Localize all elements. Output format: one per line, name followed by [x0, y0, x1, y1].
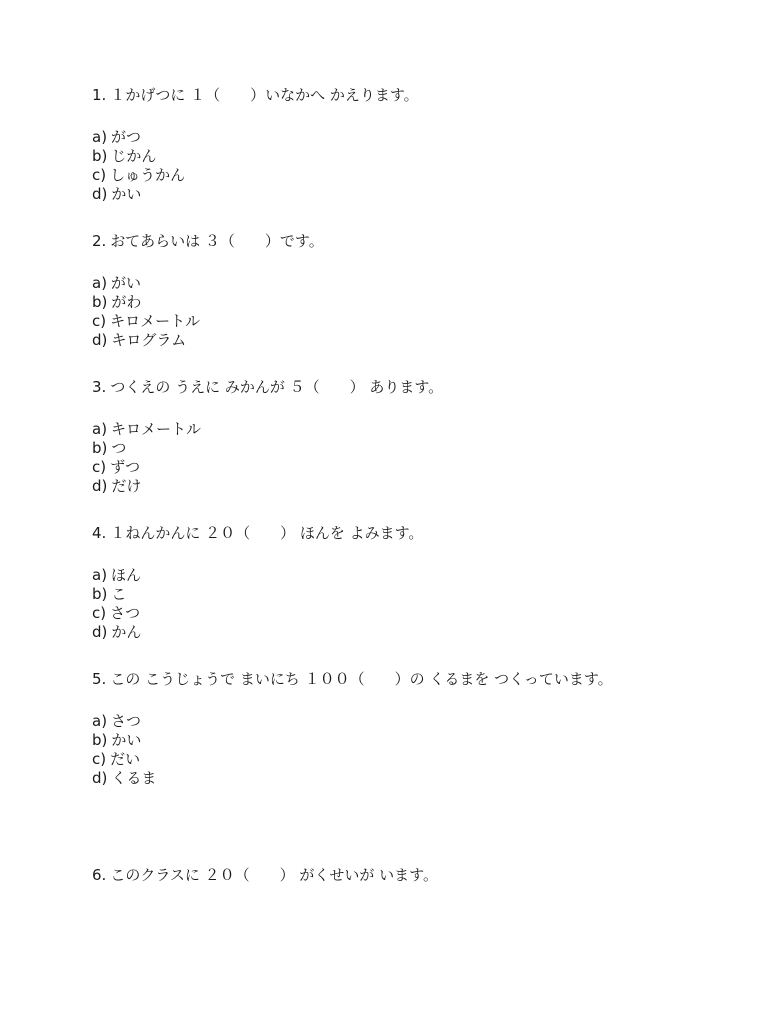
option-label: d)	[92, 623, 108, 641]
option-text: がつ	[111, 128, 142, 146]
option-c	[92, 604, 672, 623]
option-label: c)	[92, 458, 107, 476]
question-text	[92, 866, 672, 885]
option-d	[92, 769, 672, 788]
option-c	[92, 750, 672, 769]
option-label: a)	[92, 128, 108, 146]
option-label: c)	[92, 166, 107, 184]
option-list	[92, 128, 672, 204]
option-text: キロメートル	[110, 312, 201, 330]
option-label: c)	[92, 750, 107, 768]
option-text: かい	[111, 185, 142, 203]
option-a	[92, 274, 672, 293]
question-text	[92, 378, 672, 397]
option-label: d)	[92, 185, 108, 203]
option-label: b)	[92, 439, 108, 457]
option-a	[92, 712, 672, 731]
question-number: 1.	[92, 86, 107, 104]
question-6	[92, 866, 672, 885]
option-d	[92, 623, 672, 642]
option-d	[92, 331, 672, 350]
option-label: a)	[92, 566, 108, 584]
option-text: つ	[111, 439, 127, 457]
option-label: d)	[92, 477, 108, 495]
option-text: がい	[111, 274, 142, 292]
option-text: さつ	[111, 712, 142, 730]
option-b	[92, 293, 672, 312]
question-text	[92, 524, 672, 543]
option-text: がわ	[111, 293, 142, 311]
question-number: 4.	[92, 524, 107, 542]
question-text	[92, 86, 672, 105]
option-label: d)	[92, 769, 108, 787]
option-b	[92, 731, 672, 750]
question-sentence: つくえの うえに みかんが ５（ ） あります。	[110, 378, 444, 396]
option-label: a)	[92, 420, 108, 438]
question-number: 5.	[92, 670, 107, 688]
option-a	[92, 566, 672, 585]
option-b	[92, 439, 672, 458]
option-b	[92, 147, 672, 166]
question-sentence: おてあらいは ３（ ）です。	[110, 232, 324, 250]
option-d	[92, 477, 672, 496]
option-label: b)	[92, 293, 108, 311]
option-c	[92, 312, 672, 331]
option-label: d)	[92, 331, 108, 349]
option-text: じかん	[111, 147, 157, 165]
option-d	[92, 185, 672, 204]
question-sentence: この こうじょうで まいにち １００（ ）の くるまを つくっています。	[110, 670, 613, 688]
question-number: 2.	[92, 232, 107, 250]
question-text	[92, 232, 672, 251]
option-a	[92, 128, 672, 147]
option-label: a)	[92, 274, 108, 292]
question-2	[92, 232, 672, 350]
question-sentence: このクラスに ２０（ ） がくせいが います。	[110, 866, 438, 884]
option-list	[92, 566, 672, 642]
question-sentence: １かげつに １（ ）いなかへ かえります。	[110, 86, 419, 104]
worksheet	[92, 86, 672, 913]
option-c	[92, 166, 672, 185]
option-text: だい	[110, 750, 141, 768]
option-b	[92, 585, 672, 604]
option-label: c)	[92, 312, 107, 330]
question-text	[92, 670, 672, 689]
option-text: かい	[111, 731, 142, 749]
question-sentence: １ねんかんに ２０（ ） ほんを よみます。	[110, 524, 424, 542]
option-label: b)	[92, 585, 108, 603]
option-text: さつ	[110, 604, 141, 622]
option-text: ほん	[111, 566, 142, 584]
option-text: しゅうかん	[110, 166, 186, 184]
question-5	[92, 670, 672, 788]
option-text: こ	[111, 585, 127, 603]
option-a	[92, 420, 672, 439]
option-label: a)	[92, 712, 108, 730]
option-list	[92, 274, 672, 350]
option-c	[92, 458, 672, 477]
option-text: キロメートル	[111, 420, 202, 438]
option-list	[92, 712, 672, 788]
option-text: キログラム	[111, 331, 187, 349]
option-list	[92, 420, 672, 496]
option-text: かん	[111, 623, 142, 641]
option-text: ずつ	[110, 458, 141, 476]
question-number: 6.	[92, 866, 107, 884]
option-label: b)	[92, 147, 108, 165]
option-label: b)	[92, 731, 108, 749]
question-4	[92, 524, 672, 642]
question-3	[92, 378, 672, 496]
question-number: 3.	[92, 378, 107, 396]
option-text: くるま	[111, 769, 157, 787]
question-1	[92, 86, 672, 204]
option-label: c)	[92, 604, 107, 622]
option-text: だけ	[111, 477, 142, 495]
